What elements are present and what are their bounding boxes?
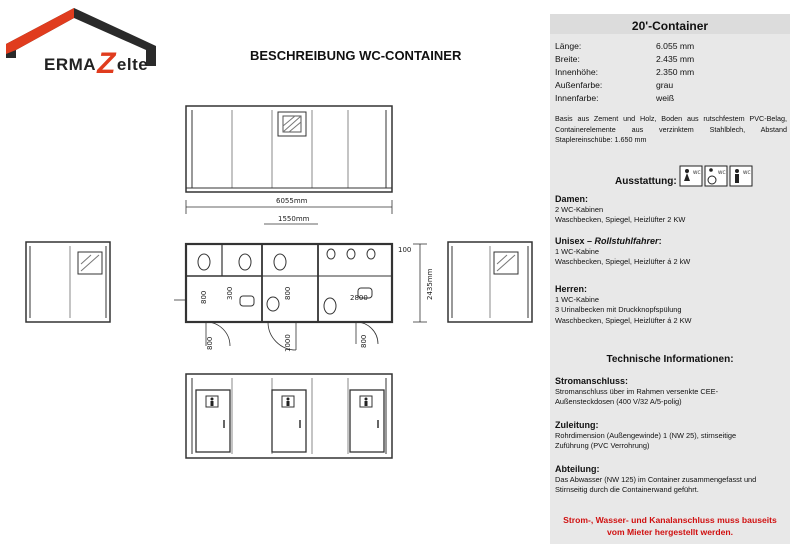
page-title: BESCHREIBUNG WC-CONTAINER [250,48,462,63]
section-heading: Zuleitung: [555,420,599,430]
dim-small: 100 [398,246,412,254]
section-heading: Unisex – [555,236,593,246]
section-heading: Abteilung: [555,464,600,474]
section-abteilung [555,464,787,496]
section-line: Rohrdimension (Außengewinde) 1 (NW 25), stirnseitige [555,430,737,440]
section-heading: Damen: [555,194,589,204]
panel-title: 20'-Container [550,14,790,34]
spec-value: 2.350 mm [656,67,695,77]
dim-width: 2435mm [426,268,434,300]
spec-label: Innenhöhe: [555,67,599,77]
section-zuleitung [555,420,787,452]
section-unisex: Unisex – Rollstuhlfahrer: 1 WC-Kabine Waschbecken, Spiegel, Heizlüfter á 2 kW [555,236,787,268]
spec-label: Außenfarbe: [555,80,603,90]
dim-door-mid: 1000 [284,334,292,352]
elevation-rear [186,106,392,192]
section-line: 1 WC-Kabine [555,246,599,256]
warning-line: Strom-, Wasser- und Kanalanschluss muss bauseits [563,515,777,525]
door-label-b: 300 [226,286,234,300]
spec-value: weiß [656,93,675,103]
section-line: 2 WC-Kabinen [555,204,604,214]
section-heading: Herren: [555,284,588,294]
spec-value: grau [656,80,674,90]
female-wc-icon [680,166,702,186]
info-panel [550,14,790,544]
logo-text-suffix: elte [116,55,149,74]
male-wc-icon [730,166,752,186]
elevation-right-end [448,242,532,322]
section-line: Außensteckdosen (400 V/32 A/5-polig) [555,397,682,406]
section-line: 3 Urinalbecken mit Druckknopfspülung [555,305,682,314]
spec-value: 2.435 mm [656,54,695,64]
spec-label: Breite: [555,54,580,64]
company-logo [4,6,160,80]
dim-inner: 1550mm [278,215,310,223]
icon-label: WC [693,171,701,176]
icon-label: WC [743,171,751,176]
icon-label: WC [718,171,726,176]
logo-text-prefix: ERMA [44,55,97,74]
section-strom [555,376,787,408]
spec-value: 6.055 mm [656,41,695,51]
tech-info-title: Technische Informationen: [606,354,734,365]
section-line: Das Abwasser (NW 125) im Container zusammengefasst und [555,474,757,484]
elevation-left-end [26,242,110,322]
container-drawing [0,90,545,470]
section-heading-emphasis: Rollstuhlfahrer [594,236,659,246]
basis-description: Basis aus Zement und Holz, Boden aus rutschfestem PVC-Belag, Containerelemente aus verzinktem Stahlblech, Abstand Staplereinschübe: 1.650 mm [555,114,787,144]
elevation-front [186,374,392,458]
section-line: Waschbecken, Spiegel, Heizlüfter á 2 KW [555,315,692,325]
section-line: 1 WC-Kabine [555,294,599,304]
section-damen [555,194,787,226]
door-label-a: 800 [200,290,208,304]
door-label-c: 800 [284,286,292,300]
section-line: Stromanschluss über im Rahmen versenkte CEE- [555,386,719,396]
section-heading: Stromanschluss: [555,376,629,386]
logo-text-z: Z [97,47,116,80]
warning-line: vom Mieter hergestellt werden. [606,527,734,537]
dim-door-right: 800 [360,334,368,348]
section-herren [555,284,787,326]
section-line: Stirnseitig durch die Containerwand geführt. [555,485,699,494]
spec-label: Innenfarbe: [555,93,599,103]
warning-note [550,514,790,538]
section-line: Zuführung (PVC Verrohrung) [555,441,650,450]
ausstattung-label: Ausstattung: [615,176,677,187]
wheelchair-wc-icon [705,166,727,186]
ausstattung-icons [679,165,753,189]
floor-plan [174,244,427,350]
section-line: Waschbecken, Spiegel, Heizlüfter 2 KW [555,215,686,224]
dim-inner-right: 2800 [350,294,368,302]
spec-label: Länge: [555,41,582,51]
dim-length: 6055mm [276,197,308,205]
dim-door-left: 800 [206,336,214,350]
section-line: Waschbecken, Spiegel, Heizlüfter á 2 kW [555,257,691,266]
